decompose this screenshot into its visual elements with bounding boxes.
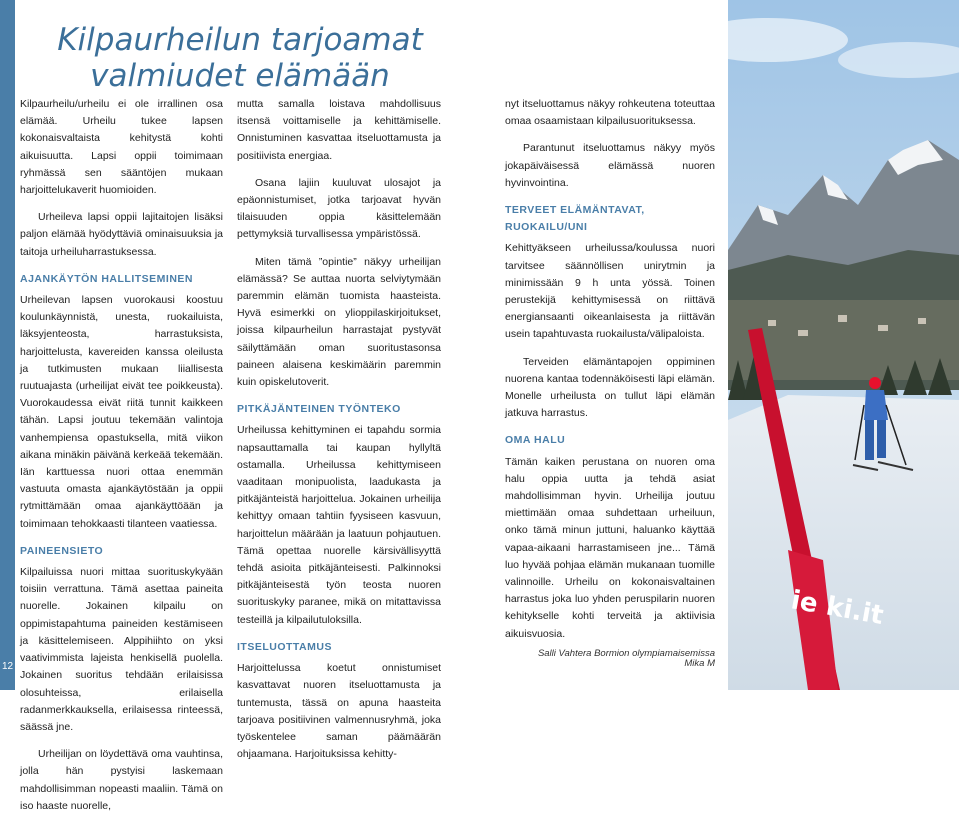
text-column-1 — [20, 96, 223, 825]
author-signature: Mika M — [684, 657, 715, 669]
page-side-bar — [0, 0, 15, 690]
section-heading: TERVEET ELÄMÄNTAVAT, RUOKAILU/UNI — [505, 204, 645, 234]
paragraph: Parantunut itseluottamus näkyy myös jokapäiväisessä elämässä nuoren hyvinvointina. — [505, 142, 715, 189]
text-column-3 — [505, 96, 715, 672]
section-heading: OMA HALU — [505, 434, 566, 447]
paragraph: nyt itseluottamus näkyy rohkeutena toteuttaa omaa osaamistaan kilpailusuorituksessa. — [505, 98, 715, 128]
ski-photo-illustration — [728, 0, 959, 690]
title-line-1: Kilpaurheilun tarjoamat — [57, 22, 423, 58]
paragraph: Tämän kaiken perustana on nuoren oma halu oppia uutta ja tehdä asiat mahdollisimman hyvin. Urheilija joutuu miettimään omaa suhdettaan urheiluun, onko tämä minun juttuni, haluanko käyttää vapaa-aikaani harrastamiseen jne... Tämä luo hyvää pohjaa elämän mukanaan tuomille valinnoille. Urheilu on kokonaisvaltainen harrastus joka luo yhden peruspilarin nuoren kehitykselle kohti terveitä ja aktiivisia aikuisvuosia. — [505, 455, 715, 640]
section-heading: ITSELUOTTAMUS — [237, 640, 332, 653]
paragraph: mutta samalla loistava mahdollisuus itsensä voittamiselle ja kehittämiselle. Onnistuminen kasvattaa itseluottamusta ja positiivista energiaa. — [237, 98, 441, 162]
section-heading: AJANKÄYTÖN HALLITSEMINEN — [20, 272, 194, 285]
page-number: 12 — [1, 661, 14, 672]
section-heading: PITKÄJÄNTEINEN TYÖNTEKO — [237, 403, 401, 416]
banner-text: ie ki.it — [788, 585, 886, 632]
paragraph: Osana lajiin kuuluvat ulosajot ja epäonnistumiset, jotka tarjoavat hyvän tilaisuuden oppia käsittelemään pettymyksiä turvallisessa ympäristössä. — [237, 176, 441, 241]
paragraph: Terveiden elämäntapojen oppiminen nuorena kantaa todennäköisesti läpi elämän. Monelle urheilusta on tullut läpi elämän jatkuva harrastus. — [505, 355, 715, 420]
paragraph: Miten tämä ”opintie” näkyy urheilijan elämässä? Se auttaa nuorta selviytymään paremmin elämän tuomista haasteista. Hyvä esimerkki on ylioppilaskirjoitukset, joissa kilpaurheilun harrastajat pystyvät säilyttämään oman suoritustasonsa paineen alaisena keskimäärin paremmin kuin opiskelutoverit. — [237, 255, 441, 389]
paragraph: Urheilussa kehittyminen ei tapahdu sormia napsauttamalla tai kaupan hyllyltä ostamalla. Urheilussa kehittymiseen vaaditaan monipuolista, laadukasta ja pitkäjänteistä harjoittelua. Jokainen urheilija kehittyy omaan tahtiin fyysiseen kasvuun, harjoittelun määrään ja laatuun pohjautuen. Tämä opettaa nuorelle kärsivällisyyttä tehdä asioita pitkäjänteisesti. Palkinnoksi pitkäjänteisestä työn teosta nuoren suorituskyky paranee, mikä on mitattavissa testeillä ja kilpailutuloksilla. — [237, 424, 441, 626]
text-column-2 — [237, 96, 441, 773]
title-line-2: valmiudet elämään — [90, 58, 390, 94]
paragraph: Harjoittelussa koetut onnistumiset kasvattavat nuoren itseluottamusta ja tuntemusta, tässä on apuna haasteita tarjoava positiivinen valmennusryhmä, joka työskentelee saman päämäärän ohjaamana. Harjoituksissa kehitty- — [237, 662, 441, 761]
paragraph: Kilpailuissa nuori mittaa suorituskykyään toisiin verrattuna. Tämä asettaa paineita nuorelle. Jokainen kilpailu on oppimistapahtuma paineiden kestämiseen ja käsittelemiseen. Alppihiihto on yksi vaativimmista lajeista henkisellä puolella. Jokainen suoritus tehdään erilaisissa olosuhteissa, erilaisella radanmerkkauksella, erilaisessa rinteessä, säässä jne. — [20, 566, 223, 733]
paragraph: Urheileva lapsi oppii lajitaitojen lisäksi paljon elämää hyödyttäviä ominaisuuksia ja taitoja urheiluharrastuksessa. — [20, 211, 223, 258]
paragraph: Urheilevan lapsen vuorokausi koostuu koulunkäynnistä, unesta, ruokailuista, läksyjenteosta, harrastuksista, harjoittelusta, kavereiden kanssa oleilusta ja tutkimusten mukaan liiallisesta ruutuajasta (urheilijat eivät tee poikkeusta). Vuorokaudessa eivät riitä tunnit kaikkeen tähän. Lapsi joutuu tekemään valintoja vanhempiensa opastuksella, mitä viikon aikana minäkin päivänä kerkeää tekemään. Iän karttuessa nuori ottaa enemmän vastuuta omasta ajankäytöstään ja oppii rytmittämään omaa ajankäyttöään ja toimimaan tehokkaasti tilanteen vaatiessa. — [20, 294, 223, 530]
paragraph: Kehittyäkseen urheilussa/koulussa nuori tarvitsee säännöllisen unirytmin ja minimissään 9 h unta yössä. Toinen perustekijä kehittymisessä on riittävä energiansaanti oikeanlaisesta ja riittävän usein tapahtuvasta ruokailusta/välipaloista. — [505, 242, 715, 341]
paragraph: Urheilijan on löydettävä oma vauhtinsa, jolla hän pystyisi laskemaan mahdollisimman nopeasti maaliin. Tämä on iso haaste nuorelle, — [20, 748, 223, 812]
section-heading: PAINEENSIETO — [20, 544, 104, 557]
photo-caption: Salli Vahtera Bormion olympiamaisemissa — [537, 648, 715, 659]
ski-photo — [728, 0, 959, 690]
paragraph: Kilpaurheilu/urheilu ei ole irrallinen osa elämää. Urheilu tukee lapsen kokonaisvaltaista kehitystä kohti aikuisuutta. Lapsi oppii toimimaan ryhmässä sen sääntöjen mukaan harjoittelukaverit huomioiden. — [20, 98, 223, 197]
page-title — [30, 22, 450, 94]
